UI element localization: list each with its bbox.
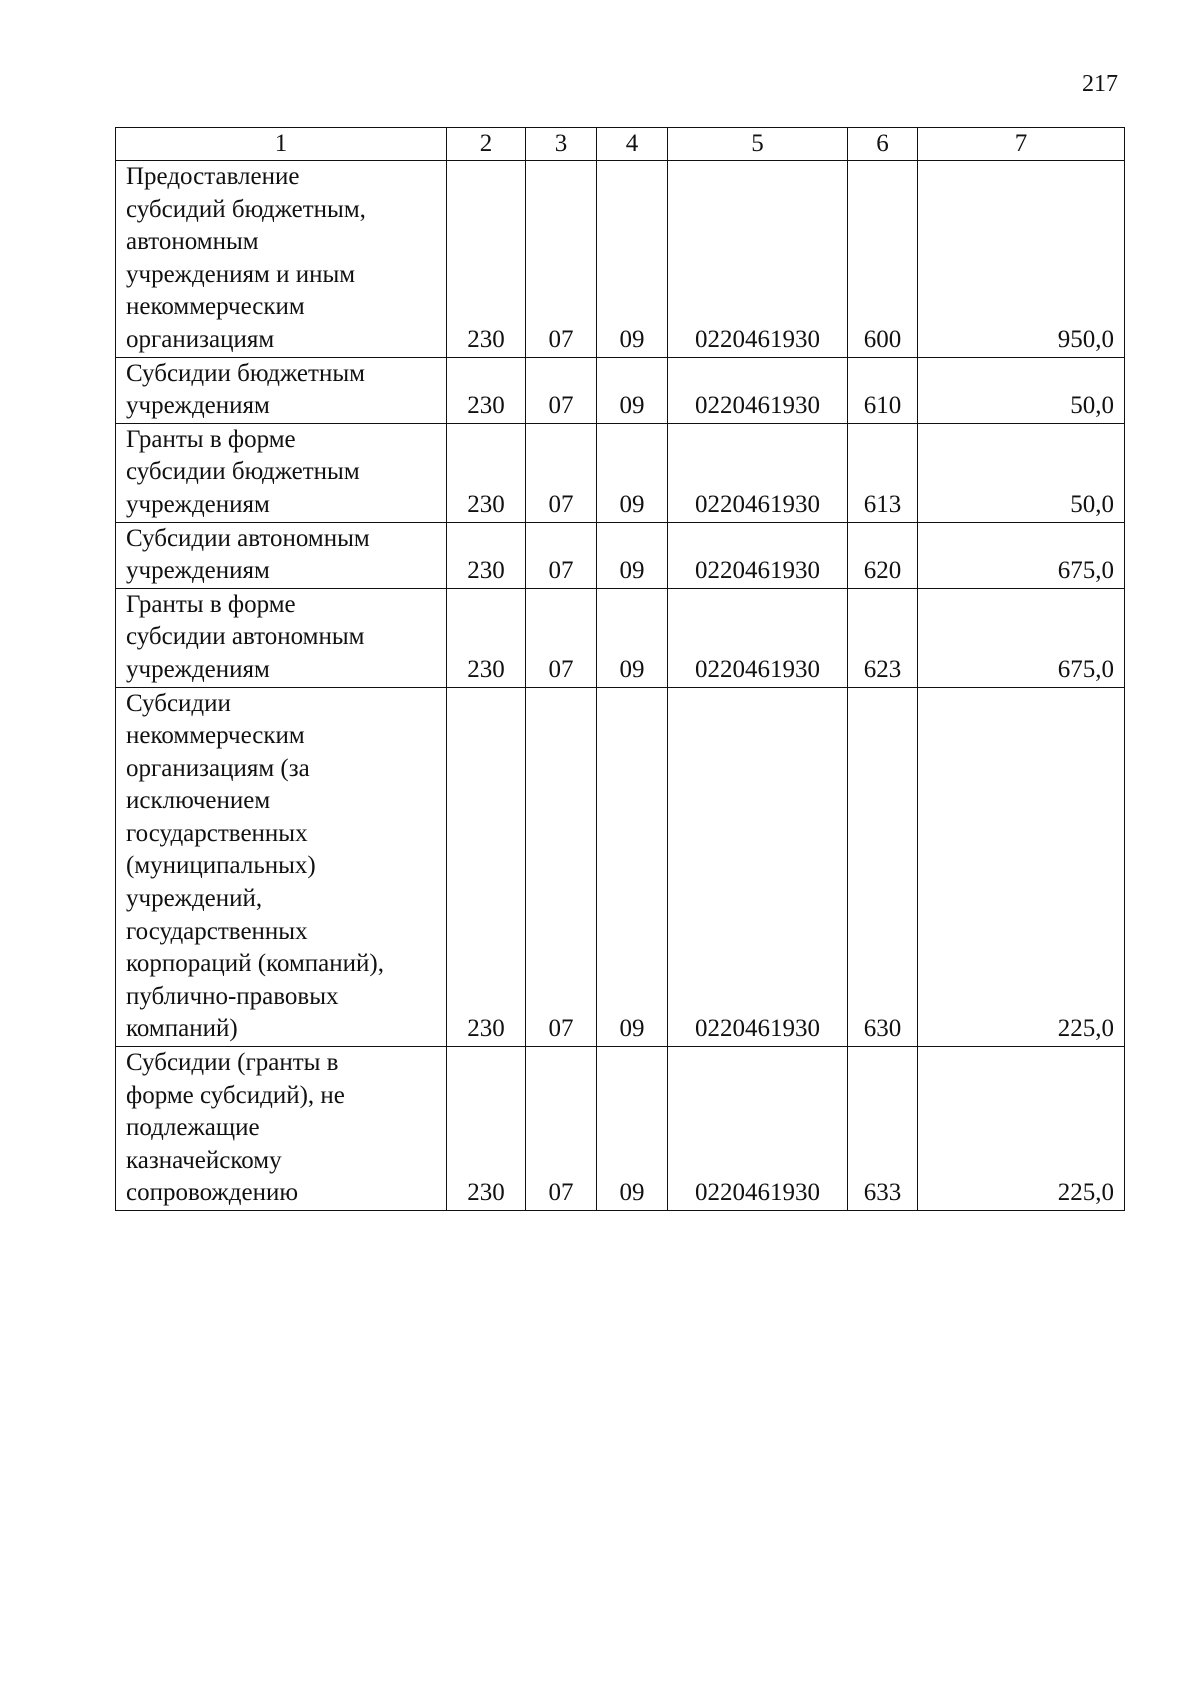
table-row [116, 423, 1125, 522]
expense-name-line: Гранты в форме [126, 590, 296, 618]
page-number: 217 [1082, 71, 1118, 97]
expense-type-cell: 610 [848, 357, 918, 423]
expense-name-line: субсидий бюджетным, [126, 195, 366, 223]
ved-code-cell: 230 [447, 522, 526, 588]
target-article-cell: 0220461930 [668, 423, 848, 522]
expense-name-line: исключением [126, 787, 271, 815]
expense-name-line: государственных [126, 917, 308, 945]
ved-code-cell: 230 [447, 1047, 526, 1211]
column-header: 3 [526, 128, 597, 161]
section-code-cell: 07 [526, 522, 597, 588]
section-code-cell: 07 [526, 1047, 597, 1211]
ved-code-cell: 230 [447, 423, 526, 522]
expense-name-line: организациям [126, 325, 275, 353]
expense-name-line: организациям (за [126, 754, 310, 782]
ved-code-cell: 230 [447, 687, 526, 1047]
section-code-cell: 07 [526, 687, 597, 1047]
subsection-code-cell: 09 [597, 588, 668, 687]
expense-name-line: некоммерческим [126, 722, 305, 750]
subsection-code-cell: 09 [597, 1047, 668, 1211]
expense-name-line: некоммерческим [126, 293, 305, 321]
target-article-cell: 0220461930 [668, 1047, 848, 1211]
expense-name-line: автономным [126, 228, 259, 256]
expense-type-cell: 633 [848, 1047, 918, 1211]
table-row [116, 357, 1125, 423]
expense-name-line: учреждениям и иным [126, 260, 356, 288]
table-body [116, 161, 1125, 1211]
table-row [116, 687, 1125, 1047]
expense-name-line: сопровождению [126, 1179, 299, 1207]
table-row [116, 1047, 1125, 1211]
expense-name-line: (муниципальных) [126, 852, 316, 880]
subsection-code-cell: 09 [597, 423, 668, 522]
table-row [116, 161, 1125, 358]
expense-name-line: учреждениям [126, 557, 270, 585]
expense-name-line: публично-правовых [126, 982, 339, 1010]
amount-cell: 225,0 [918, 1047, 1125, 1211]
expense-name-cell [116, 1047, 447, 1211]
target-article-cell: 0220461930 [668, 161, 848, 358]
expense-name-line: учреждениям [126, 392, 270, 420]
expense-name-cell [116, 161, 447, 358]
section-code-cell: 07 [526, 588, 597, 687]
amount-cell: 675,0 [918, 588, 1125, 687]
subsection-code-cell: 09 [597, 687, 668, 1047]
expense-name-cell [116, 687, 447, 1047]
expense-name-cell [116, 423, 447, 522]
expense-name-line: субсидии бюджетным [126, 458, 360, 486]
expense-name-line: Субсидии (гранты в [126, 1049, 339, 1077]
expense-type-cell: 630 [848, 687, 918, 1047]
column-header: 6 [848, 128, 918, 161]
amount-cell: 50,0 [918, 357, 1125, 423]
section-code-cell: 07 [526, 423, 597, 522]
expense-type-cell: 623 [848, 588, 918, 687]
expense-name-line: Гранты в форме [126, 425, 296, 453]
section-code-cell: 07 [526, 357, 597, 423]
amount-cell: 950,0 [918, 161, 1125, 358]
expense-name-line: субсидии автономным [126, 623, 365, 651]
expense-name-line: учреждений, [126, 885, 263, 913]
expense-type-cell: 600 [848, 161, 918, 358]
amount-cell: 50,0 [918, 423, 1125, 522]
target-article-cell: 0220461930 [668, 357, 848, 423]
expense-name-cell [116, 588, 447, 687]
subsection-code-cell: 09 [597, 161, 668, 358]
expense-name-cell [116, 522, 447, 588]
expense-type-cell: 613 [848, 423, 918, 522]
subsection-code-cell: 09 [597, 357, 668, 423]
expense-name-line: подлежащие [126, 1114, 260, 1142]
subsection-code-cell: 09 [597, 522, 668, 588]
column-header: 1 [116, 128, 447, 161]
expense-name-line: Субсидии [126, 689, 231, 717]
expense-name-line: казначейскому [126, 1146, 282, 1174]
expense-name-line: Субсидии автономным [126, 524, 370, 552]
ved-code-cell: 230 [447, 357, 526, 423]
ved-code-cell: 230 [447, 588, 526, 687]
column-header: 7 [918, 128, 1125, 161]
column-header: 5 [668, 128, 848, 161]
target-article-cell: 0220461930 [668, 588, 848, 687]
table-row [116, 588, 1125, 687]
table-row [116, 522, 1125, 588]
expense-name-line: государственных [126, 819, 308, 847]
amount-cell: 225,0 [918, 687, 1125, 1047]
expense-name-line: компаний) [126, 1015, 238, 1043]
expense-name-line: учреждениям [126, 490, 270, 518]
expense-name-cell [116, 357, 447, 423]
expense-name-line: учреждениям [126, 655, 270, 683]
expense-name-line: Предоставление [126, 163, 300, 190]
expense-name-line: Субсидии бюджетным [126, 359, 365, 387]
section-code-cell: 07 [526, 161, 597, 358]
budget-table [115, 127, 1125, 1211]
column-header: 4 [597, 128, 668, 161]
header-row [116, 128, 1125, 161]
expense-name-line: форме субсидий), не [126, 1081, 345, 1109]
expense-type-cell: 620 [848, 522, 918, 588]
target-article-cell: 0220461930 [668, 687, 848, 1047]
column-header: 2 [447, 128, 526, 161]
target-article-cell: 0220461930 [668, 522, 848, 588]
ved-code-cell: 230 [447, 161, 526, 358]
amount-cell: 675,0 [918, 522, 1125, 588]
expense-name-line: корпораций (компаний), [126, 950, 384, 978]
